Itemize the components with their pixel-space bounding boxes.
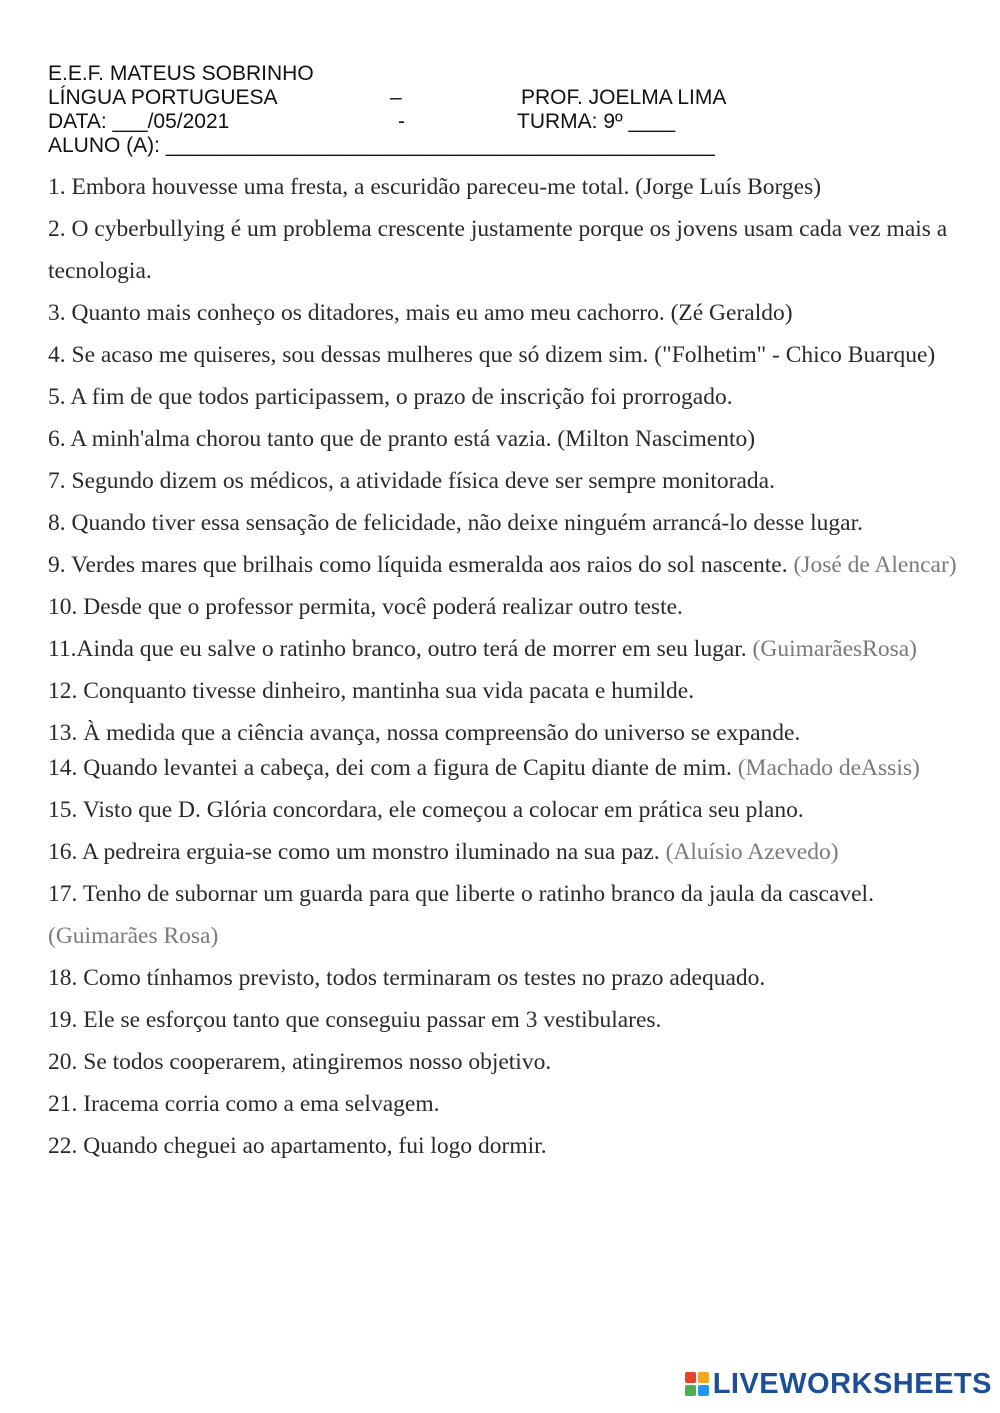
liveworksheets-logo xyxy=(685,1367,992,1401)
list-item: 6. A minh'alma chorou tanto que de pranto está vazia. (Milton Nascimento) xyxy=(48,426,756,452)
header-separator: – xyxy=(390,86,402,109)
liveworksheets-mark-icon xyxy=(685,1372,709,1396)
list-item: 10. Desde que o professor permita, você poderá realizar outro teste. xyxy=(48,594,683,620)
item-source: (GuimarãesRosa) xyxy=(752,636,917,662)
teacher-name: PROF. JOELMA LIMA xyxy=(521,86,727,109)
list-item: 4. Se acaso me quiseres, sou dessas mulheres que só dizem sim. ("Folhetim" - Chico Buarque) xyxy=(48,342,936,368)
list-item: 19. Ele se esforçou tanto que conseguiu passar em 3 vestibulares. xyxy=(48,1007,662,1033)
list-item: 18. Como tínhamos previsto, todos terminaram os testes no prazo adequado. xyxy=(48,965,766,991)
item-source: (Guimarães Rosa) xyxy=(48,923,219,949)
subject-name: LÍNGUA PORTUGUESA xyxy=(48,86,278,109)
list-item: 1. Embora houvesse uma fresta, a escuridão pareceu-me total. (Jorge Luís Borges) xyxy=(48,174,822,200)
list-item: 7. Segundo dizem os médicos, a atividade física deve ser sempre monitorada. xyxy=(48,468,775,494)
class-field: TURMA: 9º ____ xyxy=(517,110,676,133)
date-field: DATA: ___/05/2021 xyxy=(48,110,230,133)
worksheet-header xyxy=(48,62,968,158)
header-separator: - xyxy=(398,110,405,133)
list-item: 21. Iracema corria como a ema selvagem. xyxy=(48,1091,440,1117)
list-item: 17. Tenho de subornar um guarda para que liberte o ratinho branco da jaula da cascavel. (Guimarães Rosa) xyxy=(48,881,874,949)
item-source: (José de Alencar) xyxy=(793,552,957,578)
item-source: (Aluísio Azevedo) xyxy=(665,839,839,865)
list-item: 11.Ainda que eu salve o ratinho branco, outro terá de morrer em seu lugar. (GuimarãesRosa) xyxy=(48,636,917,662)
list-item: 15. Visto que D. Glória concordara, ele começou a colocar em prática seu plano. xyxy=(48,797,804,823)
list-item: 13. À medida que a ciência avança, nossa compreensão do universo se expande. xyxy=(48,720,801,746)
list-item: 16. A pedreira erguia-se como um monstro iluminado na sua paz. (Aluísio Azevedo) xyxy=(48,839,839,865)
list-item: 3. Quanto mais conheço os ditadores, mais eu amo meu cachorro. (Zé Geraldo) xyxy=(48,300,793,326)
list-item: 22. Quando cheguei ao apartamento, fui logo dormir. xyxy=(48,1133,547,1159)
list-item: 2. O cyberbullying é um problema crescente justamente porque os jovens usam cada vez mais a tecnologia. xyxy=(48,216,948,284)
list-item: 8. Quando tiver essa sensação de felicidade, não deixe ninguém arrancá-lo desse lugar. xyxy=(48,510,863,536)
header-line-subject xyxy=(48,86,968,110)
list-item: 20. Se todos cooperarem, atingiremos nosso objetivo. xyxy=(48,1049,552,1075)
list-item: 14. Quando levantei a cabeça, dei com a figura de Capitu diante de mim. (Machado deAssis) xyxy=(48,755,920,781)
header-line-student xyxy=(48,134,968,158)
list-item: 9. Verdes mares que brilhais como líquida esmeralda aos raios do sol nascente. (José de Alencar) xyxy=(48,552,957,578)
header-line-school xyxy=(48,62,968,86)
school-name: E.E.F. MATEUS SOBRINHO xyxy=(48,62,314,85)
sentence-list xyxy=(48,166,968,1167)
list-item: 12. Conquanto tivesse dinheiro, mantinha sua vida pacata e humilde. xyxy=(48,678,695,704)
list-item: 5. A fim de que todos participassem, o prazo de inscrição foi prorrogado. xyxy=(48,384,733,410)
item-source: (Machado deAssis) xyxy=(737,755,920,781)
header-line-date xyxy=(48,110,968,134)
student-name-field: ALUNO (A): _______________________________________________ xyxy=(48,134,715,157)
watermark-text: LIVEWORKSHEETS xyxy=(712,1367,992,1400)
